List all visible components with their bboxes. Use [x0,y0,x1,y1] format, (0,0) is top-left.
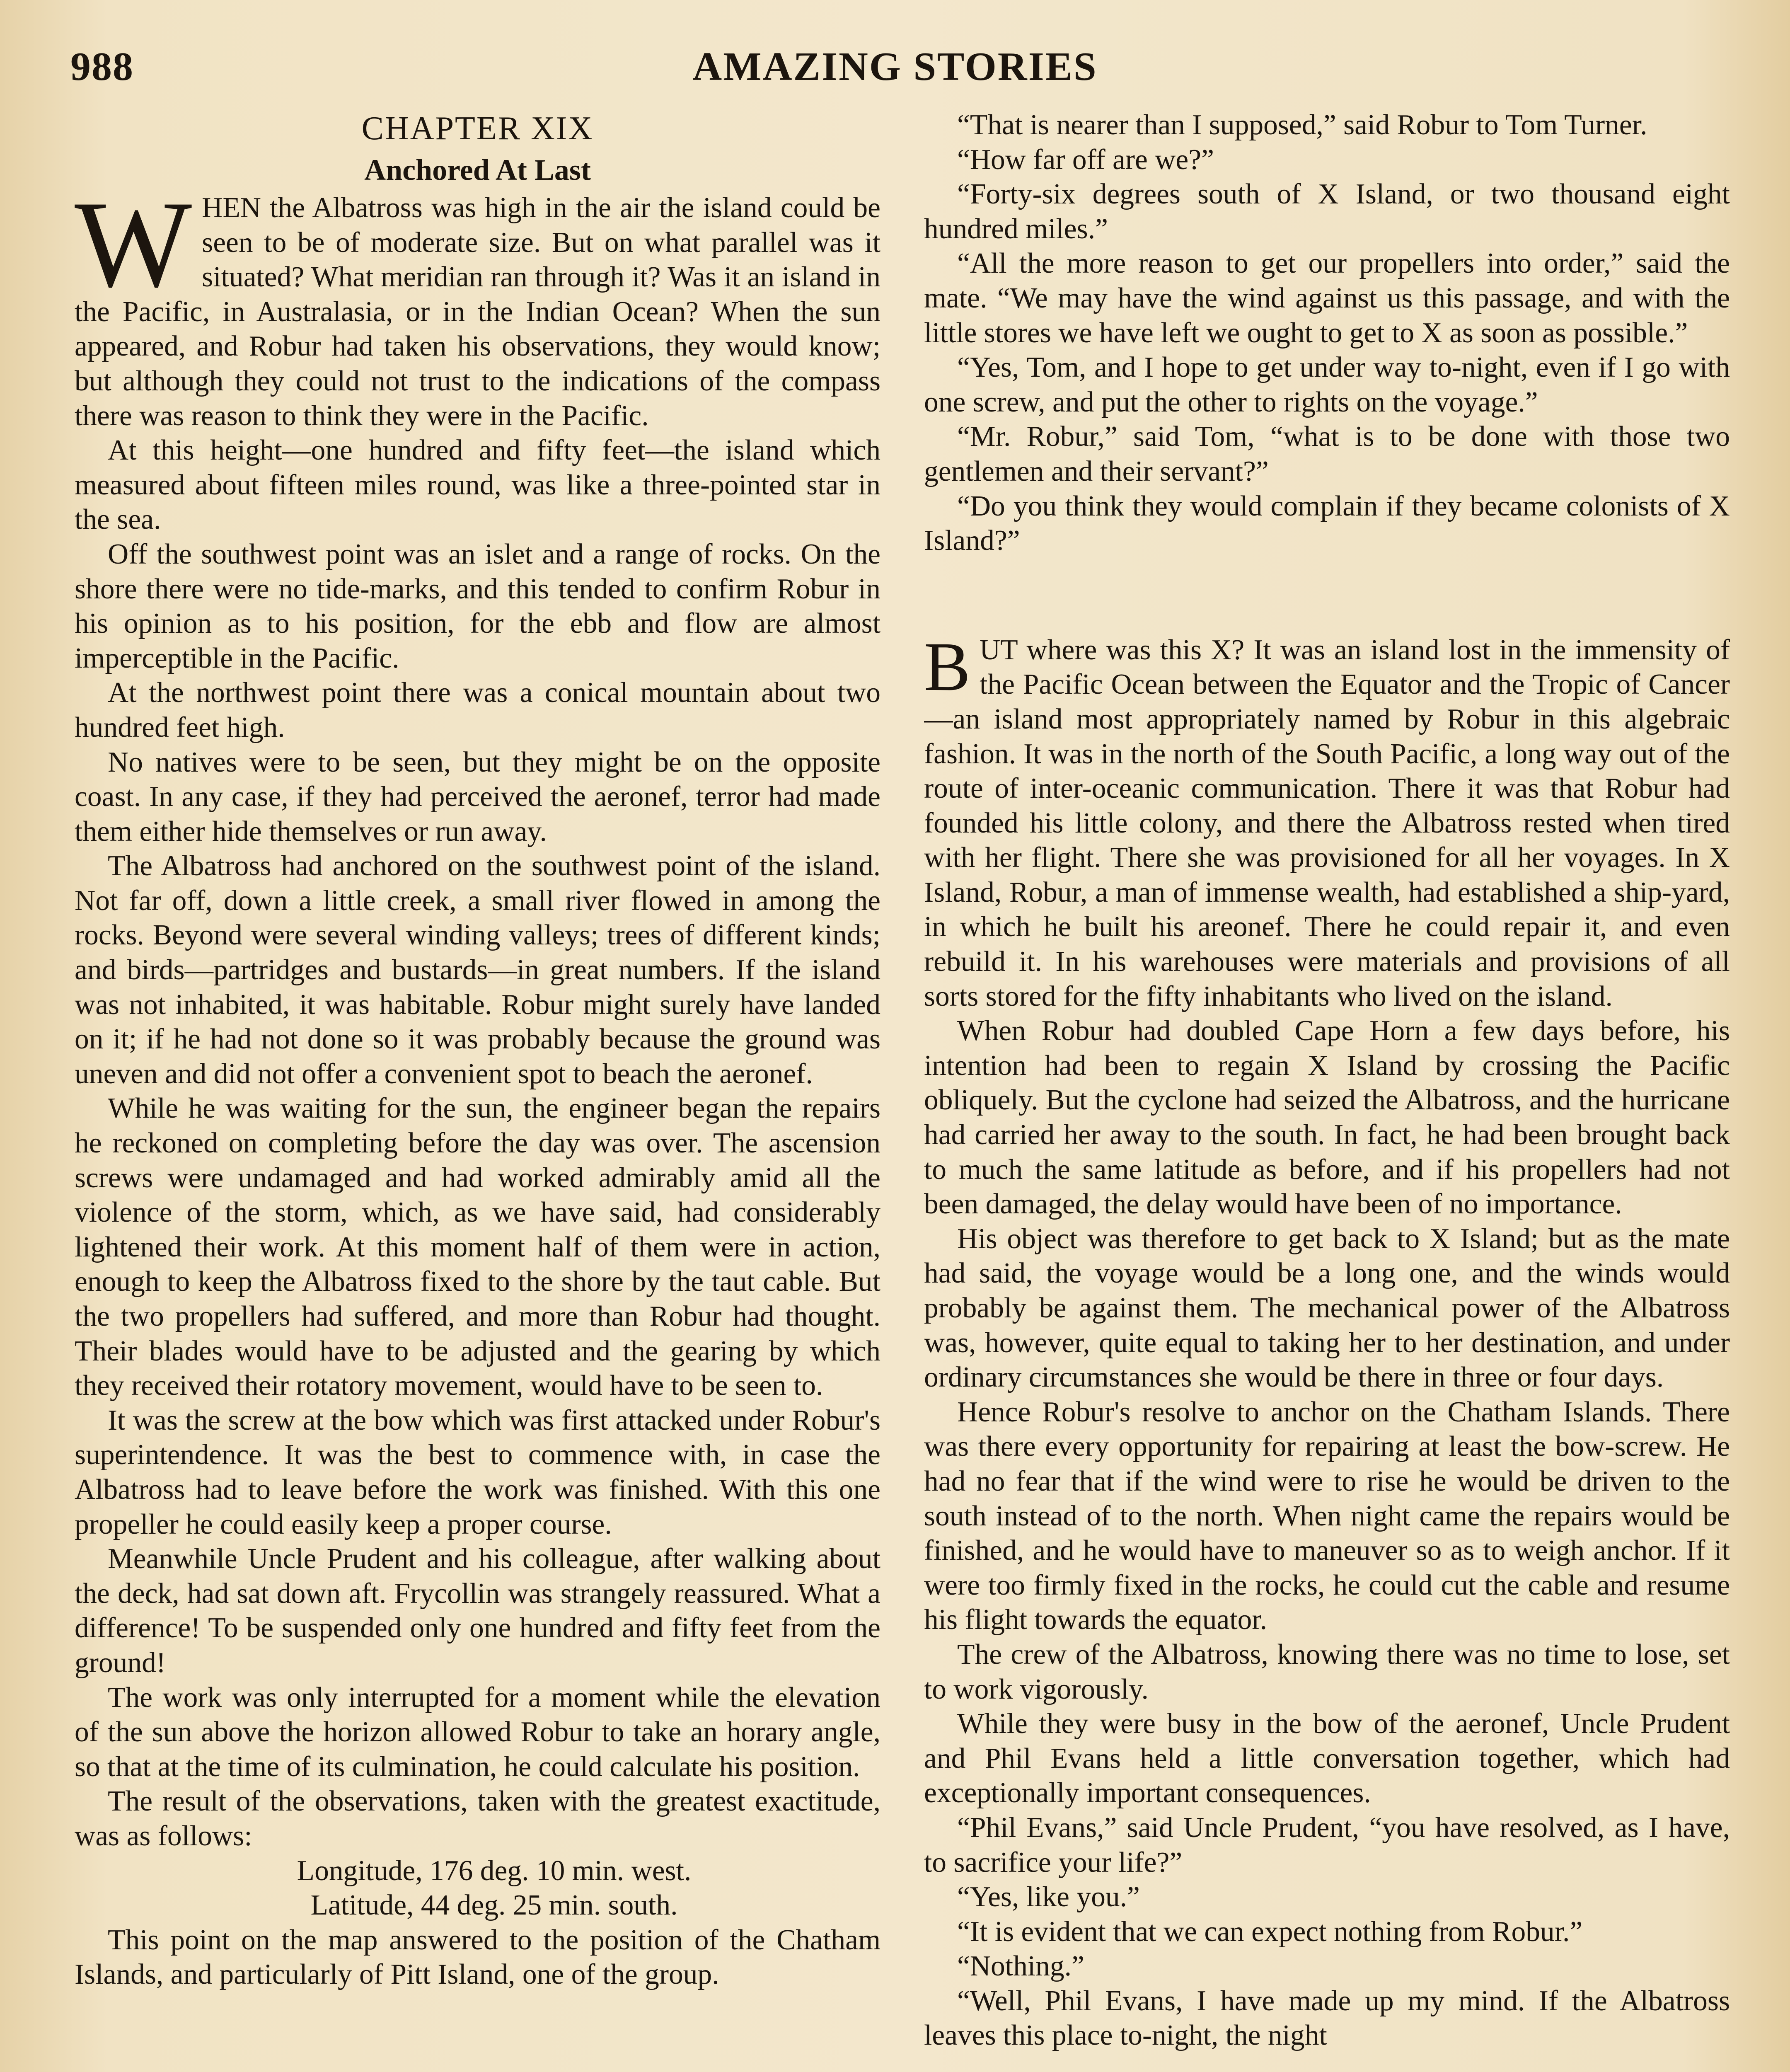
section-break [924,558,1730,633]
paragraph: No natives were to be seen, but they might be on the opposite coast. In any case, if they had perceived the aeronef, terror had made them either hide themselves or run away. [75,746,880,847]
opening-paragraph [75,175,880,433]
page-number: 988 [70,44,134,89]
paragraph: His object was therefore to get back to X Island; but as the mate had said, the voyage would be a long one, and the winds would probably be against them. The mechanical power of the Albatross was, however, quite equal to taking her to her destination, and under ordinary circumstances she would be there in three or four days. [924,1222,1730,1394]
paragraph: “That is nearer than I supposed,” said Robur to Tom Turner. [957,109,1647,141]
paragraph: At the northwest point there was a conical mountain about two hundred feet high. [75,677,880,743]
paragraph: “How far off are we?” [957,143,1214,176]
paragraph: The Albatross had anchored on the southwest point of the island. Not far off, down a little creek, a small river flowed in among the rocks. Beyond were several winding valleys; trees of different kinds; and birds—partridges and bustards—in great numbers. If the island was not inhabited, it was habitable. Robur might surely have landed on it; if he had not done so it was probably because the ground was uneven and did not offer a convenient spot to beach the aeronef. [75,850,880,1090]
paragraph: “Well, Phil Evans, I have made up my mind. If the Albatross leaves this place to-night, the night [924,1985,1730,2052]
paragraph: “It is evident that we can expect nothing from Robur.” [957,1915,1583,1948]
running-head: AMAZING STORIES [692,44,1098,89]
paragraph: “Do you think they would complain if they became colonists of X Island?” [924,490,1730,557]
paragraph: Off the southwest point was an islet and a range of rocks. On the shore there were no tide-marks, and this tended to confirm Robur in his opinion as to his position, for the ebb and flow are almost imperceptible in the Pacific. [75,538,880,674]
paragraph: Meanwhile Uncle Prudent and his colleague, after walking about the deck, had sat down aft. Frycollin was strangely reassured. What a difference! To be suspended only one hundred and fifty feet from the ground! [75,1543,880,1679]
paragraph: At this height—one hundred and fifty feet—the island which measured about fifteen miles round, was like a three-pointed star in the sea. [75,434,880,536]
paragraph: When Robur had doubled Cape Horn a few days before, his intention had been to regain X Island by crossing the Pacific obliquely. But the cyclone had seized the Albatross, and the hurricane had carried her away to the south. In fact, he had been brought back to much the same latitude as before, and if his propellers had not been damaged, the delay would have been of no importance. [924,1015,1730,1220]
section-opening-paragraph [924,628,1730,1014]
paragraph: Hence Robur's resolve to anchor on the Chatham Islands. There was there every opportunity for repairing at least the bow-screw. He had no fear that if the wind were to rise he would be driven to the south instead of to the north. When night came the repairs would be finished, and he would have to maneuver so as to weigh anchor. If it were too firmly fixed in the rocks, he could cut the cable and resume his flight towards the equator. [924,1396,1730,1636]
section-opening-text: UT where was this X? It was an island lost in the immensity of the Pacific Ocean between the Equator and the Tropic of Cancer—an island most appropriately named by Robur in this algebraic fashion. It was in the north of the South Pacific, a long way out of the route of inter-oceanic communication. There it was that Robur had founded his little colony, and there the Albatross rested when tired with her flight. There she was provisioned for all her voyages. In X Island, Robur, a man of immense wealth, had established a ship-yard, in which he built his areonef. There he could repair it, and even rebuild it. In his warehouses were materials and provisions of all sorts stored for the fifty inhabitants who lived on the island. [924,634,1730,1012]
left-column [75,108,880,2072]
paragraph: While he was waiting for the sun, the engineer began the repairs he reckoned on completing before the day was over. The ascension screws were undamaged and had worked admirably amid all the violence of the storm, which, as we have said, had considerably lightened their work. At this moment half of them were in action, enough to keep the Albatross fixed to the shore by the taut cable. But the two propellers had suffered, and more than Robur had thought. Their blades would have to be adjusted and the gearing by which they received their rotatory movement, would have to be seen to. [75,1092,880,1402]
paragraph: “Phil Evans,” said Uncle Prudent, “you have resolved, as I have, to sacrifice your life?” [924,1811,1730,1878]
page-header [70,44,1720,97]
drop-cap-w: W [75,175,192,313]
drop-cap-b: B [924,628,971,705]
chapter-subtitle: Anchored At Last [364,153,591,186]
paragraph: The work was only interrupted for a moment while the elevation of the sun above the horizon allowed Robur to take an horary angle, so that at the time of its culmination, he could calculate his position. [75,1681,880,1783]
paragraph: The crew of the Albatross, knowing there was no time to lose, set to work vigorously. [924,1638,1730,1705]
longitude-line: Longitude, 176 deg. 10 min. west. [297,1854,692,1887]
paragraph: While they were busy in the bow of the aeronef, Uncle Prudent and Phil Evans held a little conversation together, which had exceptionally important consequences. [924,1708,1730,1809]
paragraph: The result of the observations, taken with the greatest exactitude, was as follows: [75,1785,880,1852]
latitude-line: Latitude, 44 deg. 25 min. south. [310,1889,678,1922]
paragraph: “Yes, Tom, and I hope to get under way to-night, even if I go with one screw, and put the other to rights on the voyage.” [924,351,1730,418]
paragraph: This point on the map answered to the position of the Chatham Islands, and particularly of Pitt Island, one of the group. [75,1924,880,1991]
paragraph: “Forty-six degrees south of X Island, or two thousand eight hundred miles.” [924,178,1730,245]
paragraph: “Yes, like you.” [957,1881,1140,1913]
paragraph: “Nothing.” [957,1950,1084,1982]
opening-paragraph-text: HEN the Albatross was high in the air the island could be seen to be of moderate size. But on what parallel was it situated? What meridian ran through it? Was it an island in the Pacific, in Australasia, or in the Indian Ocean? When the sun appeared, and Robur had taken his observations, they would know; but although they could not trust to the indications of the compass there was reason to think they were in the Pacific. [75,192,880,432]
paragraph: It was the screw at the bow which was first attacked under Robur's superintendence. It was the best to commence with, in case the Albatross had to leave before the work was finished. With this one propeller he could easily keep a proper course. [75,1404,880,1540]
paragraph: “Mr. Robur,” said Tom, “what is to be done with those two gentlemen and their servant?” [924,421,1730,487]
chapter-number: CHAPTER XIX [361,110,594,147]
right-column [924,108,1730,2072]
paragraph: “All the more reason to get our propellers into order,” said the mate. “We may have the wind against us this passage, and with the little stores we have left we ought to get to X as soon as possible.” [924,247,1730,349]
